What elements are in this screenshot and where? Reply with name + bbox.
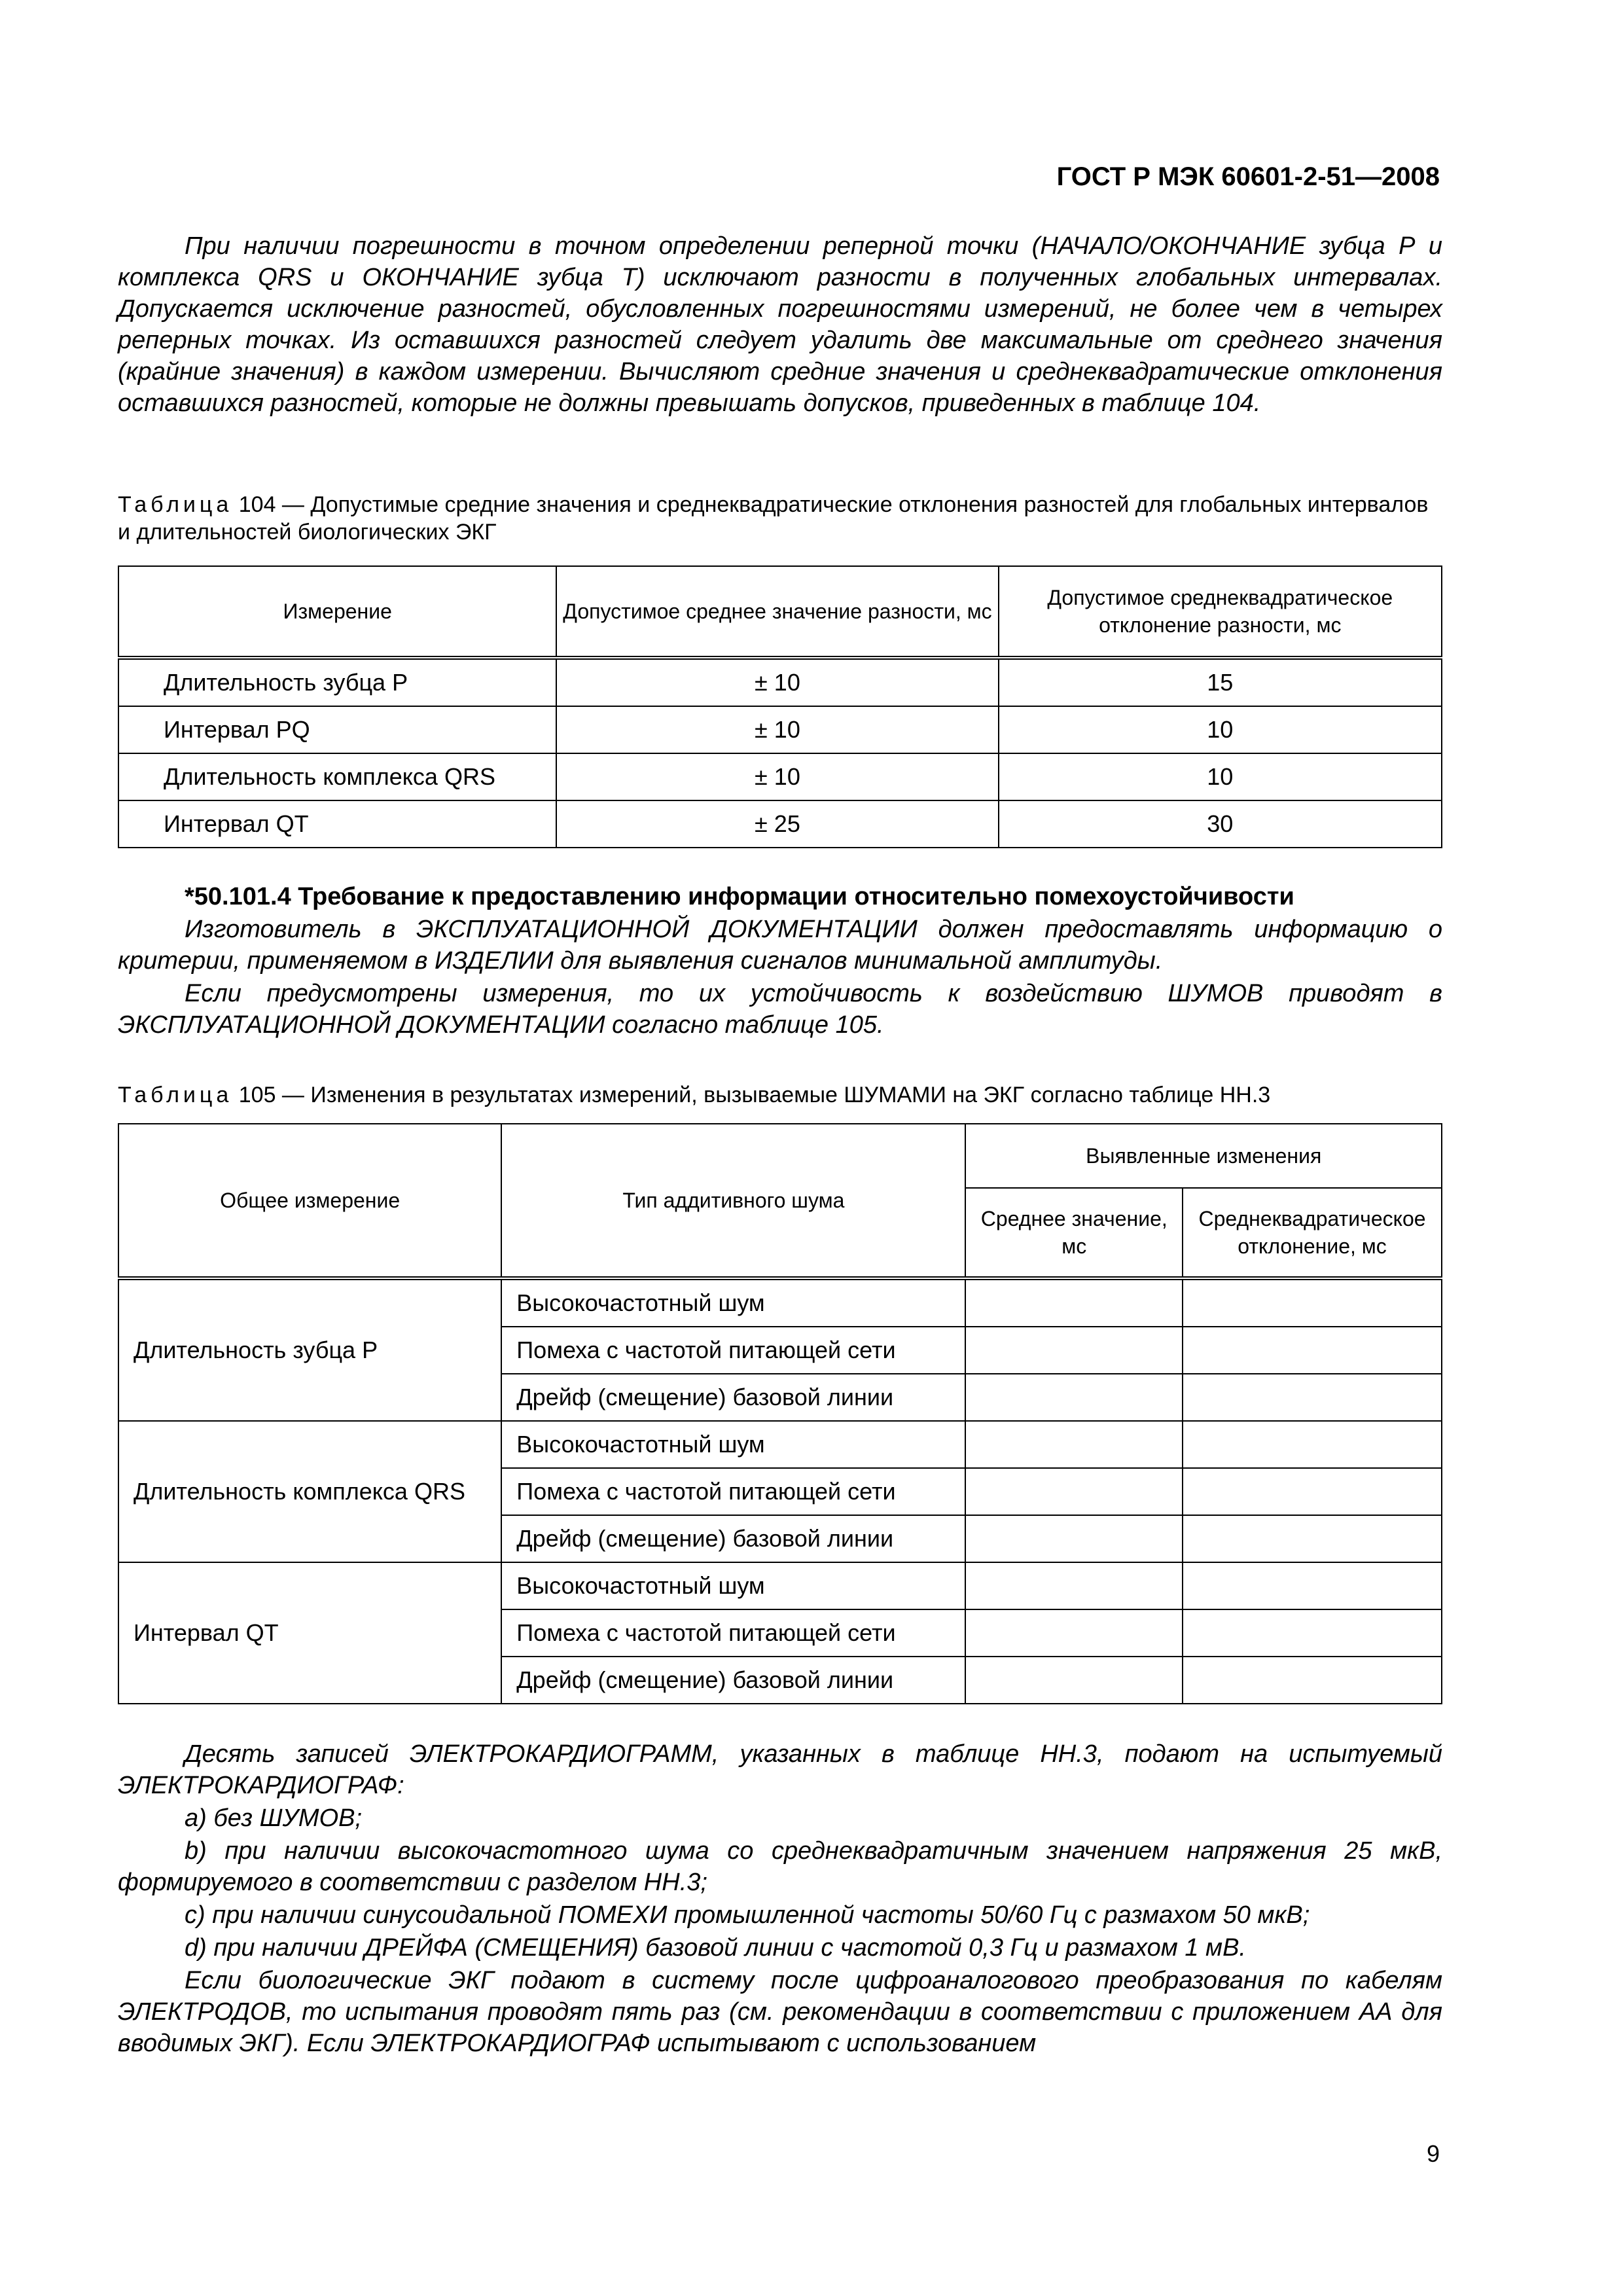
table-cell: Дрейф (смещение) базовой линии bbox=[501, 1657, 965, 1704]
table-cell: Дрейф (смещение) базовой линии bbox=[501, 1515, 965, 1562]
table-cell-empty bbox=[1183, 1374, 1442, 1421]
table-105 bbox=[118, 1123, 1442, 1704]
table-row bbox=[118, 1562, 1442, 1609]
table-row bbox=[118, 800, 1442, 848]
table105-caption bbox=[118, 1081, 1442, 1109]
section-title bbox=[118, 881, 1442, 912]
table-cell: 10 bbox=[999, 753, 1442, 800]
table104-header-cell: Допустимое среднее значение разности, мс bbox=[556, 566, 998, 658]
table-cell: ± 10 bbox=[556, 706, 998, 753]
table-cell-empty bbox=[1183, 1421, 1442, 1468]
list-item-d bbox=[118, 1932, 1442, 1964]
table-cell-empty bbox=[1183, 1278, 1442, 1327]
table104-header-cell: Допустимое среднеквадратическое отклонение разности, мс bbox=[999, 566, 1442, 658]
list-item-c-text: c) при наличии синусоидальной ПОМЕХИ промышленной частоты 50/60 Гц с размахом 50 мкВ; bbox=[185, 1901, 1310, 1929]
table104-header-row bbox=[118, 566, 1442, 658]
table-cell: Длительность зубца Р bbox=[118, 658, 556, 706]
table104-caption-text: 104 — Допустимые средние значения и среднеквадратические отклонения разностей для глобальных интервалов и длительностей биологических ЭКГ bbox=[118, 492, 1429, 545]
table-cell-empty bbox=[1183, 1562, 1442, 1609]
table-cell: 30 bbox=[999, 800, 1442, 848]
table-cell-empty bbox=[1183, 1515, 1442, 1562]
table-group-cell: Интервал QT bbox=[118, 1562, 501, 1704]
table-cell: Длительность комплекса QRS bbox=[118, 753, 556, 800]
table-cell-empty bbox=[965, 1562, 1183, 1609]
after-paragraph-2 bbox=[118, 1965, 1442, 2059]
list-item-d-text: d) при наличии ДРЕЙФА (СМЕЩЕНИЯ) базовой линии с частотой 0,3 Гц и размахом 1 мВ. bbox=[185, 1934, 1246, 1962]
table-cell-empty bbox=[965, 1609, 1183, 1657]
table-group-cell: Длительность комплекса QRS bbox=[118, 1421, 501, 1562]
table-cell-empty bbox=[1183, 1609, 1442, 1657]
table105-header-row bbox=[118, 1124, 1442, 1188]
table-row bbox=[118, 1278, 1442, 1327]
document-header: ГОСТ Р МЭК 60601-2-51—2008 bbox=[1056, 162, 1440, 191]
table-cell: ± 10 bbox=[556, 658, 998, 706]
table-cell: Помеха с частотой питающей сети bbox=[501, 1327, 965, 1374]
intro-text: При наличии погрешности в точном определении реперной точки (НАЧАЛО/ОКОНЧАНИЕ зубца Р и комплекса QRS и ОКОНЧАНИЕ зубца Т) исключают разности в полученных глобальных интервалах. Допускается исключение разностей, обусловленных погрешностями измерений, не более чем в четырех реперных точках. Из оставшихся разностей следует удалить две максимальные от среднего значения (крайние значения) в каждом измерении. Вычисляют средние значения и среднеквадратические отклонения оставшихся разностей, которые не должны превышать допусков, приведенных в таблице 104. bbox=[118, 232, 1442, 417]
list-item-b bbox=[118, 1835, 1442, 1898]
table-cell: Помеха с частотой питающей сети bbox=[501, 1609, 965, 1657]
table105-caption-label: Таблица bbox=[118, 1083, 233, 1107]
table-row bbox=[118, 753, 1442, 800]
table-cell: Интервал QT bbox=[118, 800, 556, 848]
table-row bbox=[118, 706, 1442, 753]
section-p1-text: Изготовитель в ЭКСПЛУАТАЦИОННОЙ ДОКУМЕНТАЦИИ должен предоставлять информацию о критерии, применяемом в ИЗДЕЛИИ для выявления сигналов минимальной амплитуды. bbox=[118, 916, 1442, 975]
table-cell: ± 10 bbox=[556, 753, 998, 800]
after-paragraph-1 bbox=[118, 1738, 1442, 1801]
table-cell: Высокочастотный шум bbox=[501, 1421, 965, 1468]
table-cell: 10 bbox=[999, 706, 1442, 753]
table105-header-cell: Среднее значение, мс bbox=[965, 1188, 1183, 1278]
list-item-a bbox=[118, 1803, 1442, 1834]
table-cell-empty bbox=[1183, 1657, 1442, 1704]
section-paragraph-1 bbox=[118, 914, 1442, 977]
table-cell: Дрейф (смещение) базовой линии bbox=[501, 1374, 965, 1421]
table-cell: 15 bbox=[999, 658, 1442, 706]
table-cell: Помеха с частотой питающей сети bbox=[501, 1468, 965, 1515]
table104-header-cell: Измерение bbox=[118, 566, 556, 658]
table-cell-empty bbox=[965, 1421, 1183, 1468]
table-cell-empty bbox=[965, 1374, 1183, 1421]
section-p2-text: Если предусмотрены измерения, то их устойчивость к воздействию ШУМОВ приводят в ЭКСПЛУАТАЦИОННОЙ ДОКУМЕНТАЦИИ согласно таблице 105. bbox=[118, 980, 1442, 1039]
table105-header-cell: Общее измерение bbox=[118, 1124, 501, 1278]
table-104 bbox=[118, 565, 1442, 848]
list-item-a-text: а) без ШУМОВ; bbox=[185, 1804, 363, 1832]
table-cell-empty bbox=[965, 1468, 1183, 1515]
section-title-text: *50.101.4 Требование к предоставлению информации относительно помехоустойчивости bbox=[185, 883, 1294, 910]
table-cell: ± 25 bbox=[556, 800, 998, 848]
table104-caption bbox=[118, 491, 1442, 546]
table-cell-empty bbox=[1183, 1327, 1442, 1374]
section-paragraph-2 bbox=[118, 978, 1442, 1041]
table104-caption-label: Таблица bbox=[118, 492, 233, 517]
table-cell: Высокочастотный шум bbox=[501, 1562, 965, 1609]
list-item-c bbox=[118, 1899, 1442, 1931]
table-row bbox=[118, 1421, 1442, 1468]
table105-header-cell: Тип аддитивного шума bbox=[501, 1124, 965, 1278]
table-cell-empty bbox=[965, 1515, 1183, 1562]
list-item-b-text: b) при наличии высокочастотного шума со среднеквадратичным значением напряжения 25 мкВ, формируемого в соответствии с разделом НН.3; bbox=[118, 1837, 1442, 1896]
page-number: 9 bbox=[1426, 2140, 1440, 2167]
table-row bbox=[118, 658, 1442, 706]
after-p1-text: Десять записей ЭЛЕКТРОКАРДИОГРАММ, указанных в таблице НН.3, подают на испытуемый ЭЛЕКТРОКАРДИОГРАФ: bbox=[118, 1740, 1442, 1799]
table105-header-cell: Среднеквадратическое отклонение, мс bbox=[1183, 1188, 1442, 1278]
table-cell: Интервал PQ bbox=[118, 706, 556, 753]
intro-paragraph bbox=[118, 230, 1442, 419]
table105-header-group: Выявленные изменения bbox=[965, 1124, 1442, 1188]
table-cell-empty bbox=[965, 1327, 1183, 1374]
table105-caption-text: 105 — Изменения в результатах измерений, вызываемые ШУМАМИ на ЭКГ согласно таблице НН.3 bbox=[232, 1083, 1271, 1107]
after-p2-text: Если биологические ЭКГ подают в систему после цифроаналогового преобразования по кабелям ЭЛЕКТРОДОВ, то испытания проводят пять раз (см. рекомендации в соответствии с приложением АА для вводимых ЭКГ). Если ЭЛЕКТРОКАРДИОГРАФ испытывают с использованием bbox=[118, 1967, 1442, 2057]
table-cell: Высокочастотный шум bbox=[501, 1278, 965, 1327]
table-cell-empty bbox=[1183, 1468, 1442, 1515]
table-cell-empty bbox=[965, 1657, 1183, 1704]
table-cell-empty bbox=[965, 1278, 1183, 1327]
table-group-cell: Длительность зубца Р bbox=[118, 1278, 501, 1421]
